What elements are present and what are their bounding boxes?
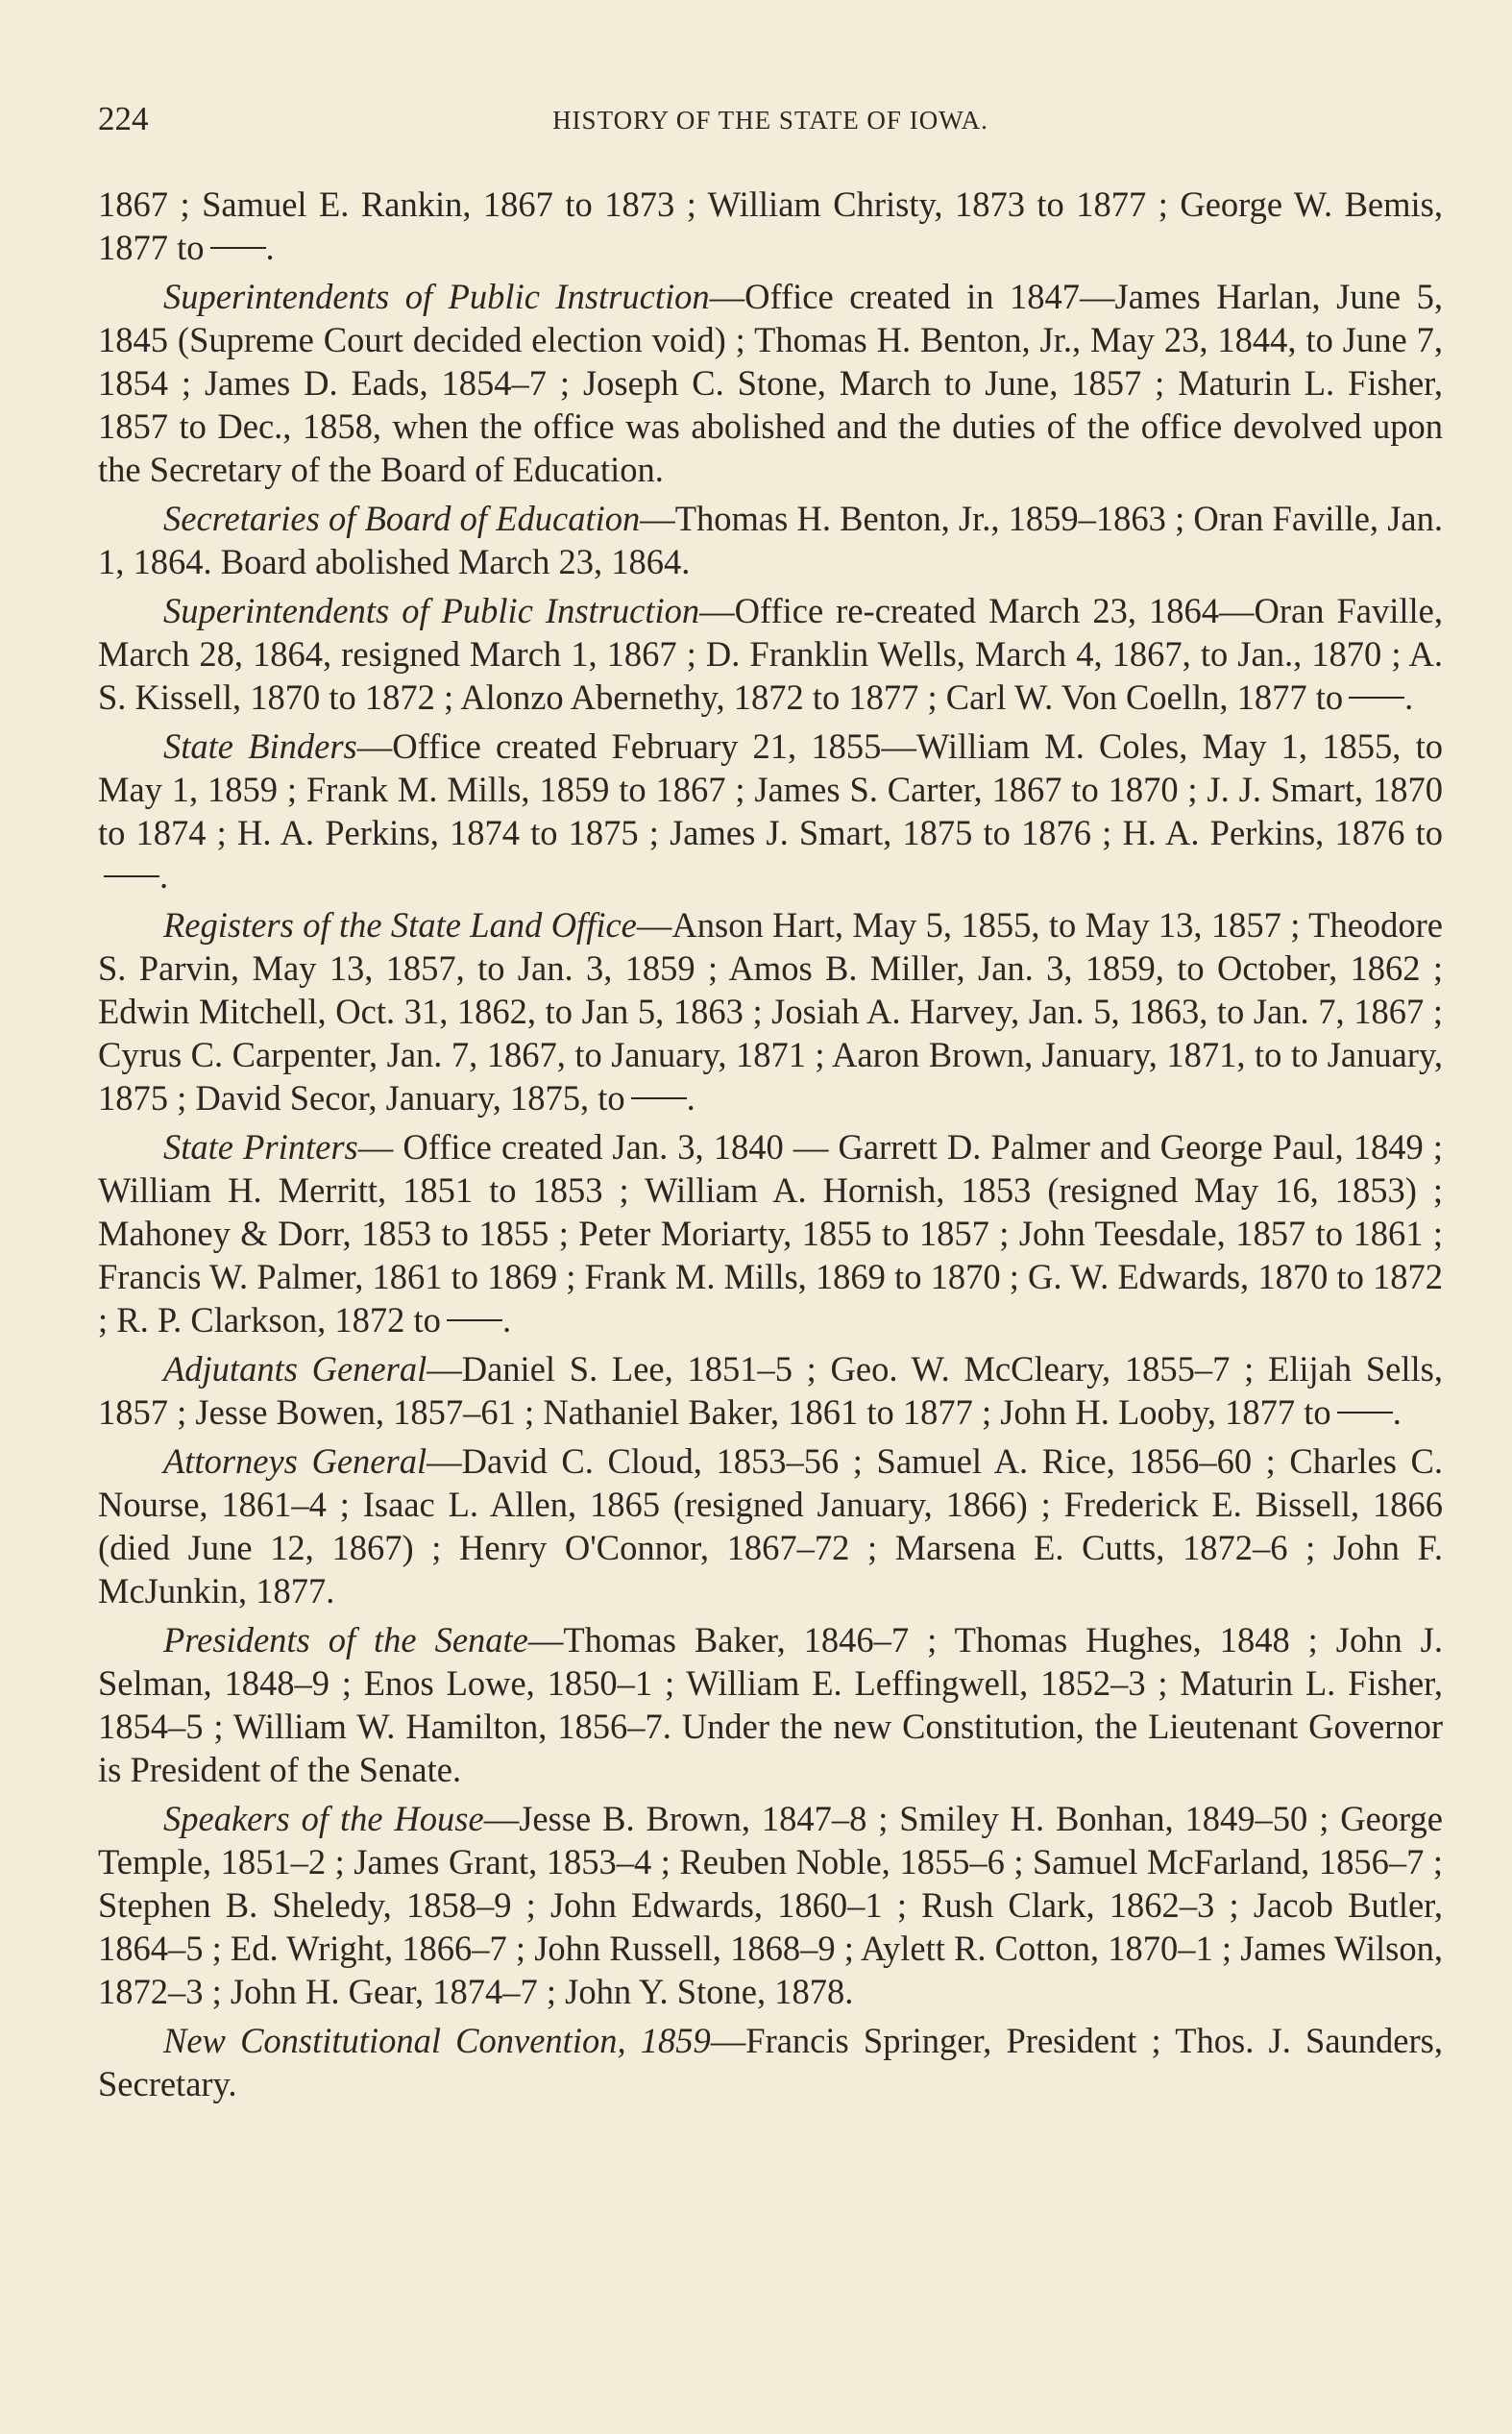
blank-rule — [210, 247, 266, 249]
paragraph-text: —Francis Springer, President ; Thos. J. Saunders, Secretary. — [98, 2021, 1443, 2103]
paragraph-lead: Secretaries of Board of Education — [163, 499, 641, 538]
paragraph-lead: Presidents of the Senate — [163, 1620, 528, 1660]
paragraph-adjutants: Adjutants General—Daniel S. Lee, 1851–5 ; Geo. W. McCleary, 1855–7 ; Elijah Sells, 1857 ; Jesse Bowen, 1857–61 ; Nathaniel Baker, 1861 to 1877 ; John H. Looby, 1877 to . — [98, 1349, 1443, 1432]
paragraph-attorneys — [98, 1439, 1443, 1612]
paragraph-text: —Anson Hart, May 5, 1855, to May 13, 1857 ; Theodore S. Parvin, May 13, 1857, to Jan. 3, 1859 ; Amos B. Miller, Jan. 3, 1859, to October, 1862 ; Edwin Mitchell, Oct. 31, 1862, to Jan 5, 1863 ; Josiah A. Harvey, Jan. 5, 1863, to Jan. 7, 1867 ; Cyrus C. Carpenter, Jan. 7, 1867, to January, 1871 ; Aaron Brown, January, 1871, to to January, 1875 ; David Secor, January, 1875, to — [98, 905, 1443, 1118]
paragraph-lead: Registers of the State Land Office — [163, 905, 637, 945]
paragraph-house-speakers — [98, 1797, 1443, 2013]
running-title: HISTORY OF THE STATE OF IOWA. — [552, 106, 988, 135]
blank-rule — [104, 875, 159, 877]
paragraph-state-printers: State Printers— Office created Jan. 3, 1840 — Garrett D. Palmer and George Paul, 1849 ; William H. Merritt, 1851 to 1853 ; William A. Hornish, 1853 (resigned May 16, 1853) ; Mahoney & Dorr, 1853 to 1855 ; Peter Moriarty, 1855 to 1857 ; John Teesdale, 1857 to 1861 ; Francis W. Palmer, 1861 to 1869 ; Frank M. Mills, 1869 to 1870 ; G. W. Edwards, 1870 to 1872 ; R. P. Clarkson, 1872 to . — [98, 1127, 1444, 1340]
paragraph-text: —Office re-created March 23, 1864—Oran Faville, March 28, 1864, resigned March 1, 1867 ; D. Franklin Wells, March 4, 1867, to Jan., 1870 ; A. S. Kissell, 1870 to 1872 ; Alonzo Abernethy, 1872 to 1877 ; Carl W. Von Coelln, 1877 to — [98, 591, 1443, 717]
paragraph-convention — [98, 2019, 1443, 2105]
paragraph-text: —Daniel S. Lee, 1851–5 ; Geo. W. McCleary, 1855–7 ; Elijah Sells, 1857 ; Jesse Bowen, 1857–61 ; Nathaniel Baker, 1861 to 1877 ; John H. Looby, 1877 to — [98, 1349, 1443, 1432]
paragraph-text: —David C. Cloud, 1853–56 ; Samuel A. Rice, 1856–60 ; Charles C. Nourse, 1861–4 ; Isaac L. Allen, 1865 (resigned January, 1866) ; Frederick E. Bissell, 1866 (died June 12, 1867) ; Henry O'Connor, 1867–72 ; Marsena E. Cutts, 1872–6 ; John F. McJunkin, 1877. — [98, 1441, 1443, 1610]
book-page — [98, 92, 1443, 2111]
running-head — [98, 92, 1443, 150]
body-text — [98, 183, 1443, 2105]
paragraph-state-binders: State Binders—Office created February 21, 1855—William M. Coles, May 1, 1855, to May 1, 1859 ; Frank M. Mills, 1859 to 1867 ; James S. Carter, 1867 to 1870 ; J. J. Smart, 1870 to 1874 ; H. A. Perkins, 1874 to 1875 ; James J. Smart, 1875 to 1876 ; H. A. Perkins, 1876 to. — [98, 726, 1443, 896]
paragraph-secretaries — [98, 497, 1443, 583]
blank-rule — [1337, 1412, 1393, 1414]
paragraph-lead: State Printers — [163, 1127, 358, 1167]
paragraph-continued: 1867 ; Samuel E. Rankin, 1867 to 1873 ; William Christy, 1873 to 1877 ; George W. Bemis, 1877 to . — [98, 184, 1443, 267]
paragraph-text: —Thomas Baker, 1846–7 ; Thomas Hughes, 1848 ; John J. Selman, 1848–9 ; Enos Lowe, 1850–1 ; William E. Leffingwell, 1852–3 ; Maturin L. Fisher, 1854–5 ; William W. Hamilton, 1856–7. Under the new Constitution, the Lieutenant Governor is President of the Senate. — [98, 1620, 1443, 1789]
paragraph-senate-presidents — [98, 1618, 1443, 1791]
blank-rule — [1349, 697, 1404, 699]
blank-rule — [631, 1097, 687, 1099]
paragraph-superintendents-recreated: Superintendents of Public Instruction—Office re-created March 23, 1864—Oran Faville, March 28, 1864, resigned March 1, 1867 ; D. Franklin Wells, March 4, 1867, to Jan., 1870 ; A. S. Kissell, 1870 to 1872 ; Alonzo Abernethy, 1872 to 1877 ; Carl W. Von Coelln, 1877 to . — [98, 591, 1443, 717]
paragraph-text: —Thomas H. Benton, Jr., 1859–1863 ; Oran Faville, Jan. 1, 1864. Board abolished March 23, 1864. — [98, 499, 1443, 581]
blank-rule — [447, 1319, 502, 1321]
paragraph-text: —Office created February 21, 1855—William M. Coles, May 1, 1855, to May 1, 1859 ; Frank M. Mills, 1859 to 1867 ; James S. Carter, 1867 to 1870 ; J. J. Smart, 1870 to 1874 ; H. A. Perkins, 1874 to 1875 ; James J. Smart, 1875 to 1876 ; H. A. Perkins, 1876 to — [98, 726, 1443, 852]
paragraph-lead: Adjutants General — [163, 1349, 427, 1389]
paragraph-text: 1867 ; Samuel E. Rankin, 1867 to 1873 ; William Christy, 1873 to 1877 ; George W. Bemis, 1877 to — [98, 184, 1443, 267]
paragraph-superintendents — [98, 275, 1443, 491]
paragraph-text: —Office created in 1847—James Harlan, June 5, 1845 (Supreme Court decided election void) ; Thomas H. Benton, Jr., May 23, 1844, to June 7, 1854 ; James D. Eads, 1854–7 ; Joseph C. Stone, March to June, 1857 ; Maturin L. Fisher, 1857 to Dec., 1858, when the office was abolished and the duties of the office devolved upon the Secretary of the Board of Education. — [98, 277, 1443, 489]
paragraph-lead: New Constitutional Convention, 1859 — [163, 2021, 711, 2060]
page-number: 224 — [98, 100, 149, 137]
paragraph-land-office: Registers of the State Land Office—Anson Hart, May 5, 1855, to May 13, 1857 ; Theodore S. Parvin, May 13, 1857, to Jan. 3, 1859 ; Amos B. Miller, Jan. 3, 1859, to October, 1862 ; Edwin Mitchell, Oct. 31, 1862, to Jan 5, 1863 ; Josiah A. Harvey, Jan. 5, 1863, to Jan. 7, 1867 ; Cyrus C. Carpenter, Jan. 7, 1867, to January, 1871 ; Aaron Brown, January, 1871, to to January, 1875 ; David Secor, January, 1875, to . — [98, 905, 1443, 1118]
paragraph-lead: Superintendents of Public Instruction — [163, 277, 710, 316]
paragraph-text: —Jesse B. Brown, 1847–8 ; Smiley H. Bonhan, 1849–50 ; George Temple, 1851–2 ; James Grant, 1853–4 ; Reuben Noble, 1855–6 ; Samuel McFarland, 1856–7 ; Stephen B. Sheledy, 1858–9 ; John Edwards, 1860–1 ; Rush Clark, 1862–3 ; Jacob Butler, 1864–5 ; Ed. Wright, 1866–7 ; John Russell, 1868–9 ; Aylett R. Cotton, 1870–1 ; James Wilson, 1872–3 ; John H. Gear, 1874–7 ; John Y. Stone, 1878. — [98, 1799, 1443, 2011]
paragraph-lead: Attorneys General — [163, 1441, 427, 1481]
paragraph-lead: Speakers of the House — [163, 1799, 484, 1838]
paragraph-text: — Office created Jan. 3, 1840 — Garrett D. Palmer and George Paul, 1849 ; William H. Merritt, 1851 to 1853 ; William A. Hornish, 1853 (resigned May 16, 1853) ; Mahoney & Dorr, 1853 to 1855 ; Peter Moriarty, 1855 to 1857 ; John Teesdale, 1857 to 1861 ; Francis W. Palmer, 1861 to 1869 ; Frank M. Mills, 1869 to 1870 ; G. W. Edwards, 1870 to 1872 ; R. P. Clarkson, 1872 to — [98, 1127, 1444, 1340]
paragraph-lead: State Binders — [163, 726, 357, 766]
paragraph-lead: Superintendents of Public Instruction — [163, 591, 700, 630]
